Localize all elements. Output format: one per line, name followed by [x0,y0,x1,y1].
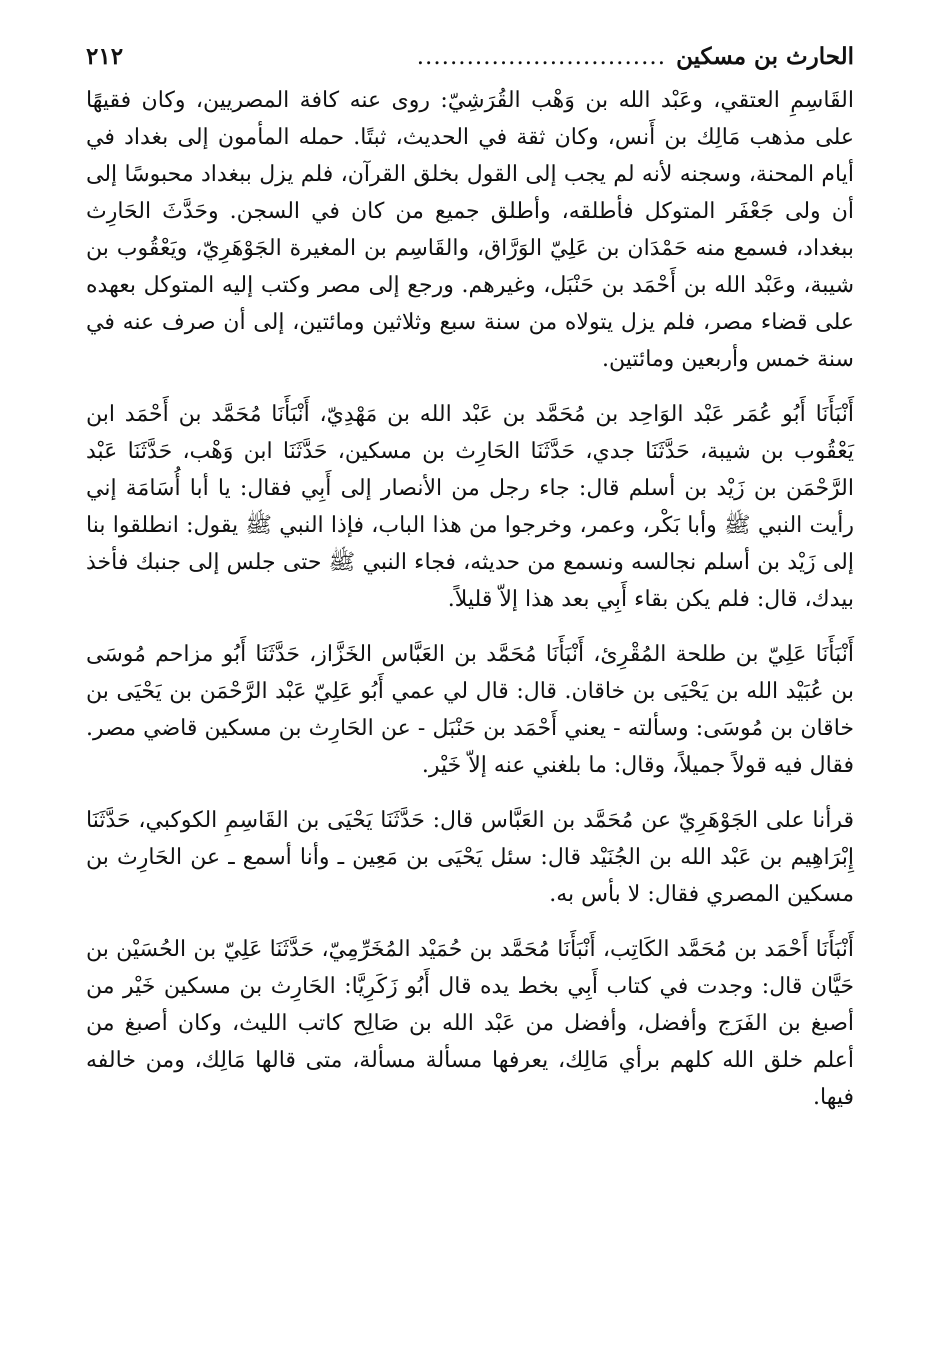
chapter-title: الحارث بن مسكين [676,43,854,70]
paragraph-narration-2: أَنْبَأَنَا عَلِيّ بن طلحة المُقْرِئ، أَنْبَأَنَا مُحَمَّد بن العَبَّاس الخَزَّاز، حَدَّثَنَا أَبُو مزاحم مُوسَى بن عُبَيْد الله بن يَحْيَى بن خاقان. قال: قال لي عمي أَبُو عَلِيّ عَبْد الرَّحْمَن بن يَحْيَى بن خاقان بن مُوسَى: وسألته - يعني أَحْمَد بن حَنْبَل - عن الحَارِث بن مسكين قاضي مصر. فقال فيه قولاً جميلاً، وقال: ما بلغني عنه إلاّ خَيْر. [86,642,854,778]
paragraph-narration-4: أَنْبَأَنَا أَحْمَد بن مُحَمَّد الكَاتِب، أَنْبَأَنَا مُحَمَّد بن حُمَيْد المُخَرِّمِيّ، حَدَّثَنَا عَلِيّ بن الحُسَيْن بن حَيَّان قال: وجدت في كتاب أَبِي بخط يده قال أَبُو زَكَرِيَّا: الحَارِث بن مسكين خَيْر من أصبغ بن الفَرَج وأفضل، وأفضل من عَبْد الله بن صَالِح كاتب الليث، وكان أصبغ من أعلم خلق الله كلهم برأي مَالِك، يعرفها مسألة مسألة، متى قالها مَالِك، ومن خالفه فيها. [86,937,854,1110]
paragraph-narration-3: قرأنا على الجَوْهَرِيّ عن مُحَمَّد بن العَبَّاس قال: حَدَّثَنَا يَحْيَى بن القَاسِمِ الكوكبي، حَدَّثَنَا إِبْرَاهِيم بن عَبْد الله بن الجُنَيْد قال: سئل يَحْيَى بن مَعِين ـ وأنا أسمع ـ عن الحَارِث بن مسكين المصري فقال: لا بأس به. [86,808,854,907]
running-header [86,34,854,80]
paragraph-biography: القَاسِمِ العتقي، وعَبْد الله بن وَهْب القُرَشِيّ: روى عنه كافة المصريين، وكان فقيهًا على مذهب مَالِك بن أَنس، وكان ثقة في الحديث، ثبتًا. حمله المأمون إلى بغداد في أيام المحنة، وسجنه لأنه لم يجب إلى القول بخلق القرآن، فلم يزل ببغداد محبوسًا إلى أن ولى جَعْفَر المتوكل فأطلقه، وأطلق جميع من كان في السجن. وحَدَّثَ الحَارِث ببغداد، فسمع منه حَمْدَان بن عَلِيّ الوَرَّاق، والقَاسِم بن المغيرة الجَوْهَرِيّ، ويَعْقُوب بن شيبة، وعَبْد الله بن أَحْمَد بن حَنْبَل، وغيرهم. ورجع إلى مصر وكتب إليه المتوكل بعهده على قضاء مصر، فلم يزل يتولاه من سنة سبع وثلاثين ومائتين، إلى أن صرف عنه في سنة خمس وأربعين ومائتين. [86,88,854,372]
paragraph-narration-1: أَنْبَأَنَا أَبُو عُمَر عَبْد الوَاحِد بن مُحَمَّد بن عَبْد الله بن مَهْدِيّ، أَنْبَأَنَا مُحَمَّد بن أَحْمَد ابن يَعْقُوب بن شيبة، حَدَّثَنَا جدي، حَدَّثَنَا الحَارِث بن مسكين، حَدَّثَنَا ابن وَهْب، حَدَّثَنَا عَبْد الرَّحْمَن بن زَيْد بن أسلم قال: جاء رجل من الأنصار إلى أَبِي فقال: يا أبا أُسَامَة إني رأيت النبي ﷺ وأبا بَكْر، وعمر، وخرجوا من هذا الباب، فإذا النبي ﷺ يقول: انطلقوا بنا إلى زَيْد بن أسلم نجالسه ونسمع من حديثه، فجاء النبي ﷺ حتى جلس إلى جنبك فأخذ بيدك، قال: فلم يكن بقاء أَبِي بعد هذا إلاّ قليلاً. [86,402,854,612]
header-dot-leader: .............................. [416,44,667,70]
book-page [86,34,854,1116]
page-number: ٢١٢ [86,43,124,70]
